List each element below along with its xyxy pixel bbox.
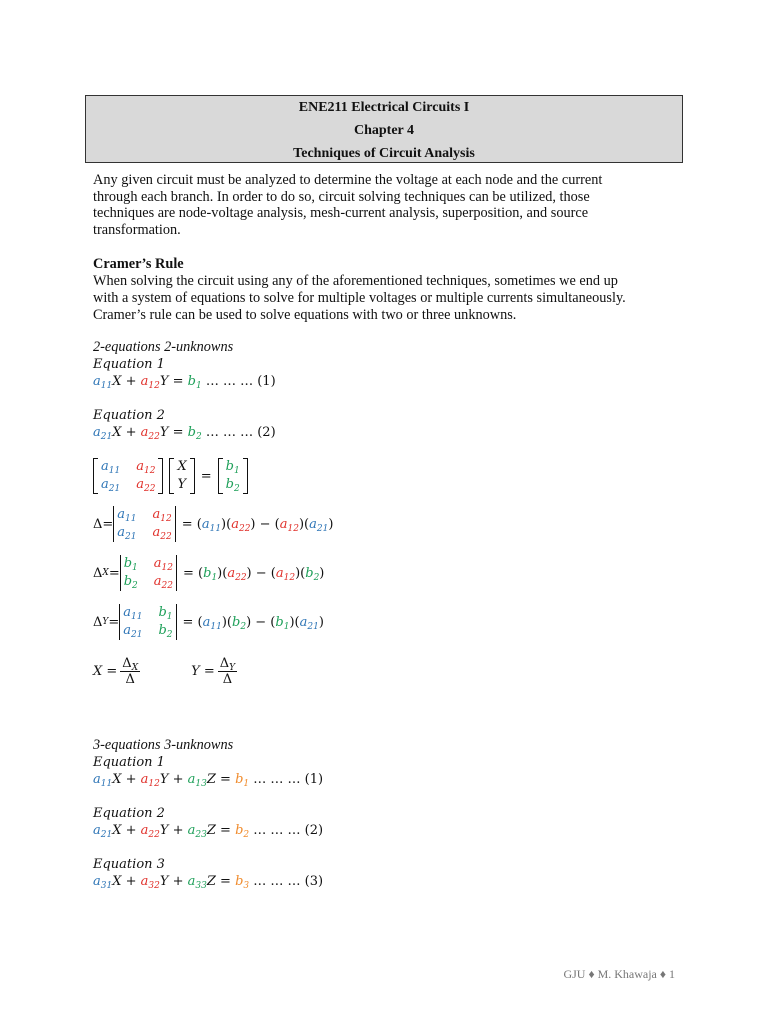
cramer-line-3: Cramer’s rule can be used to solve equations with two or three unknowns. <box>93 307 517 323</box>
eq3-3x3-label: Equation 3 <box>93 857 165 872</box>
delta-determinant: Δ= $a_{11}$ $a_{12}$ $a_{21}$ $a_{22}$ = ( $a_{11}$ )( $a_{22}$ ) − ( $a_{12}$ )( $a_{21}$ ) <box>93 507 334 542</box>
three-unknowns-heading: 3-equations 3-unknowns <box>93 737 234 753</box>
chapter-number: Chapter 4 <box>353 123 415 138</box>
eq1-2x2: $a_{11}X + a_{12}Y = b_1$ … … … (1) <box>93 374 276 391</box>
cramer-line-1: When solving the circuit using any of the aforementioned techniques, sometimes we end up <box>93 273 618 289</box>
cramer-line-2: with a system of equations to solve for multiple voltages or multiple currents simultaneously. <box>93 290 626 306</box>
eq2-2x2: $a_{21}X + a_{22}Y = b_2$ … … … (2) <box>93 425 276 442</box>
chapter-header <box>85 95 683 163</box>
eq3-3x3: $a_{31}X + a_{32}Y + a_{33}Z = b_3$ … … … (3) <box>93 874 324 891</box>
delta-y-determinant: Δ Y = $a_{11}$ $b_1$ $a_{21}$ $b_2$ = ( $a_{11}$ )( $b_2$ ) − ( $b_1$ )( $a_{21}$ ) <box>93 605 324 640</box>
intro-line-2: through each branch. In order to do so, circuit solving techniques can be utilized, those <box>93 189 590 205</box>
delta-x-determinant: Δ X = $b_1$ $a_{12}$ $b_2$ $a_{22}$ = ( $b_1$ )( $a_{22}$ ) − ( $a_{12}$ )( $b_2$ ) <box>93 556 325 591</box>
intro-line-3: techniques are node-voltage analysis, mesh-current analysis, superposition, and source <box>93 205 589 221</box>
matrix-equation: $a_{11}$ $a_{12}$ $a_{21}$ $a_{22}$ X Y = $b_1$ $b_2$ <box>93 458 248 494</box>
intro-line-1: Any given circuit must be analyzed to determine the voltage at each node and the current <box>93 172 603 188</box>
course-title: ENE211 Electrical Circuits I <box>298 100 470 115</box>
chapter-title: Techniques of Circuit Analysis <box>293 146 475 161</box>
eq2-3x3: $a_{21}X + a_{22}Y + a_{23}Z = b_2$ … … … (2) <box>93 823 324 840</box>
eq1-3x3-label: Equation 1 <box>93 755 165 770</box>
cramer-heading: Cramer’s Rule <box>93 256 184 272</box>
eq1-3x3: $a_{11}X + a_{12}Y + a_{13}Z = b_1$ … … … (1) <box>93 772 324 789</box>
solution-fractions: X = $\frac{\Delta_X}{\Delta}$ Y = $\frac{\Delta_Y}{\Delta}$ <box>93 656 236 687</box>
intro-line-4: transformation. <box>93 222 181 238</box>
eq2-3x3-label: Equation 2 <box>93 806 165 821</box>
eq2-label: Equation 2 <box>93 408 165 423</box>
page-footer: GJU ♦ M. Khawaja ♦ 1 <box>563 967 675 981</box>
two-unknowns-heading: 2-equations 2-unknowns <box>93 339 234 355</box>
eq1-label: Equation 1 <box>93 357 165 372</box>
